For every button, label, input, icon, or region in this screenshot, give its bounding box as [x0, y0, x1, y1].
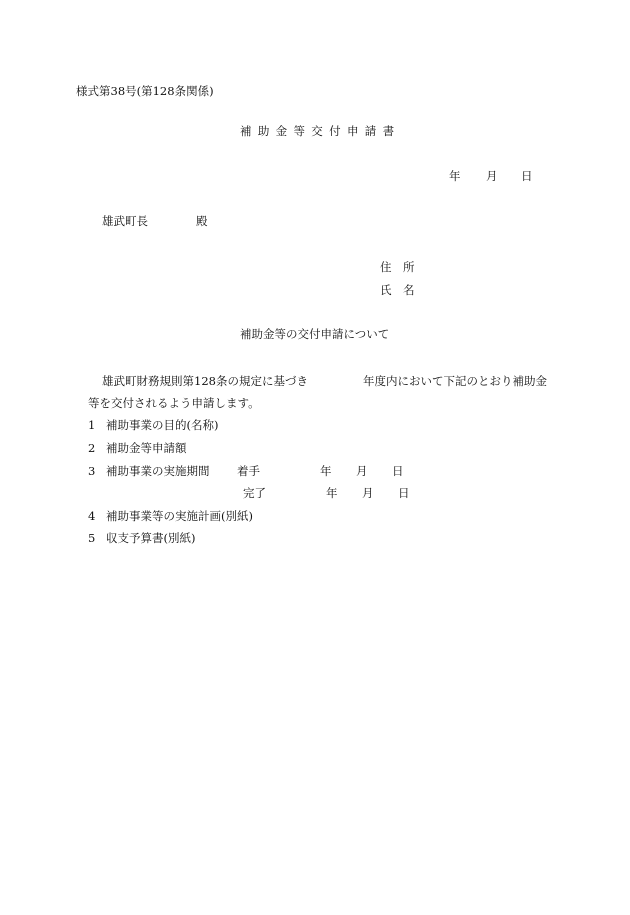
addressee-name: 雄武町長	[102, 214, 148, 228]
date-day-label: 日	[521, 169, 533, 183]
period-start-label: 着手	[237, 464, 260, 478]
item-4-number: 4	[88, 509, 96, 523]
period-end-label: 完了	[243, 486, 266, 500]
applicant-name-label: 氏 名	[380, 283, 415, 297]
item-4-text: 補助事業等の実施計画(別紙)	[106, 509, 253, 523]
item-1-number: 1	[88, 418, 96, 432]
date-year-label: 年	[449, 169, 461, 183]
period-end-year-label: 年	[326, 486, 338, 500]
period-start-year-label: 年	[320, 464, 332, 478]
subject-line: 補助金等の交付申請について	[240, 327, 390, 341]
form-number: 様式第38号(第128条関係)	[76, 84, 214, 98]
period-end-day-label: 日	[398, 486, 410, 500]
addressee-honorific: 殿	[196, 214, 208, 228]
document-title: 補助金等交付申請書	[240, 124, 401, 138]
item-3-text: 補助事業の実施期間	[106, 464, 210, 478]
applicant-address-label: 住 所	[380, 260, 415, 274]
item-5-text: 収支予算書(別紙)	[106, 531, 196, 545]
period-end-month-label: 月	[362, 486, 374, 500]
body-line2: 等を交付されるよう申請します。	[88, 396, 260, 410]
item-3-number: 3	[88, 464, 96, 478]
period-start-day-label: 日	[392, 464, 404, 478]
period-start-month-label: 月	[356, 464, 368, 478]
item-5-number: 5	[88, 531, 96, 545]
body-line1-part2: 年度内において下記のとおり補助金	[363, 374, 547, 388]
body-line1-part1: 雄武町財務規則第128条の規定に基づき	[102, 374, 308, 388]
date-month-label: 月	[486, 169, 498, 183]
item-2-text: 補助金等申請額	[106, 441, 187, 455]
item-1-text: 補助事業の目的(名称)	[106, 418, 219, 432]
item-2-number: 2	[88, 441, 96, 455]
